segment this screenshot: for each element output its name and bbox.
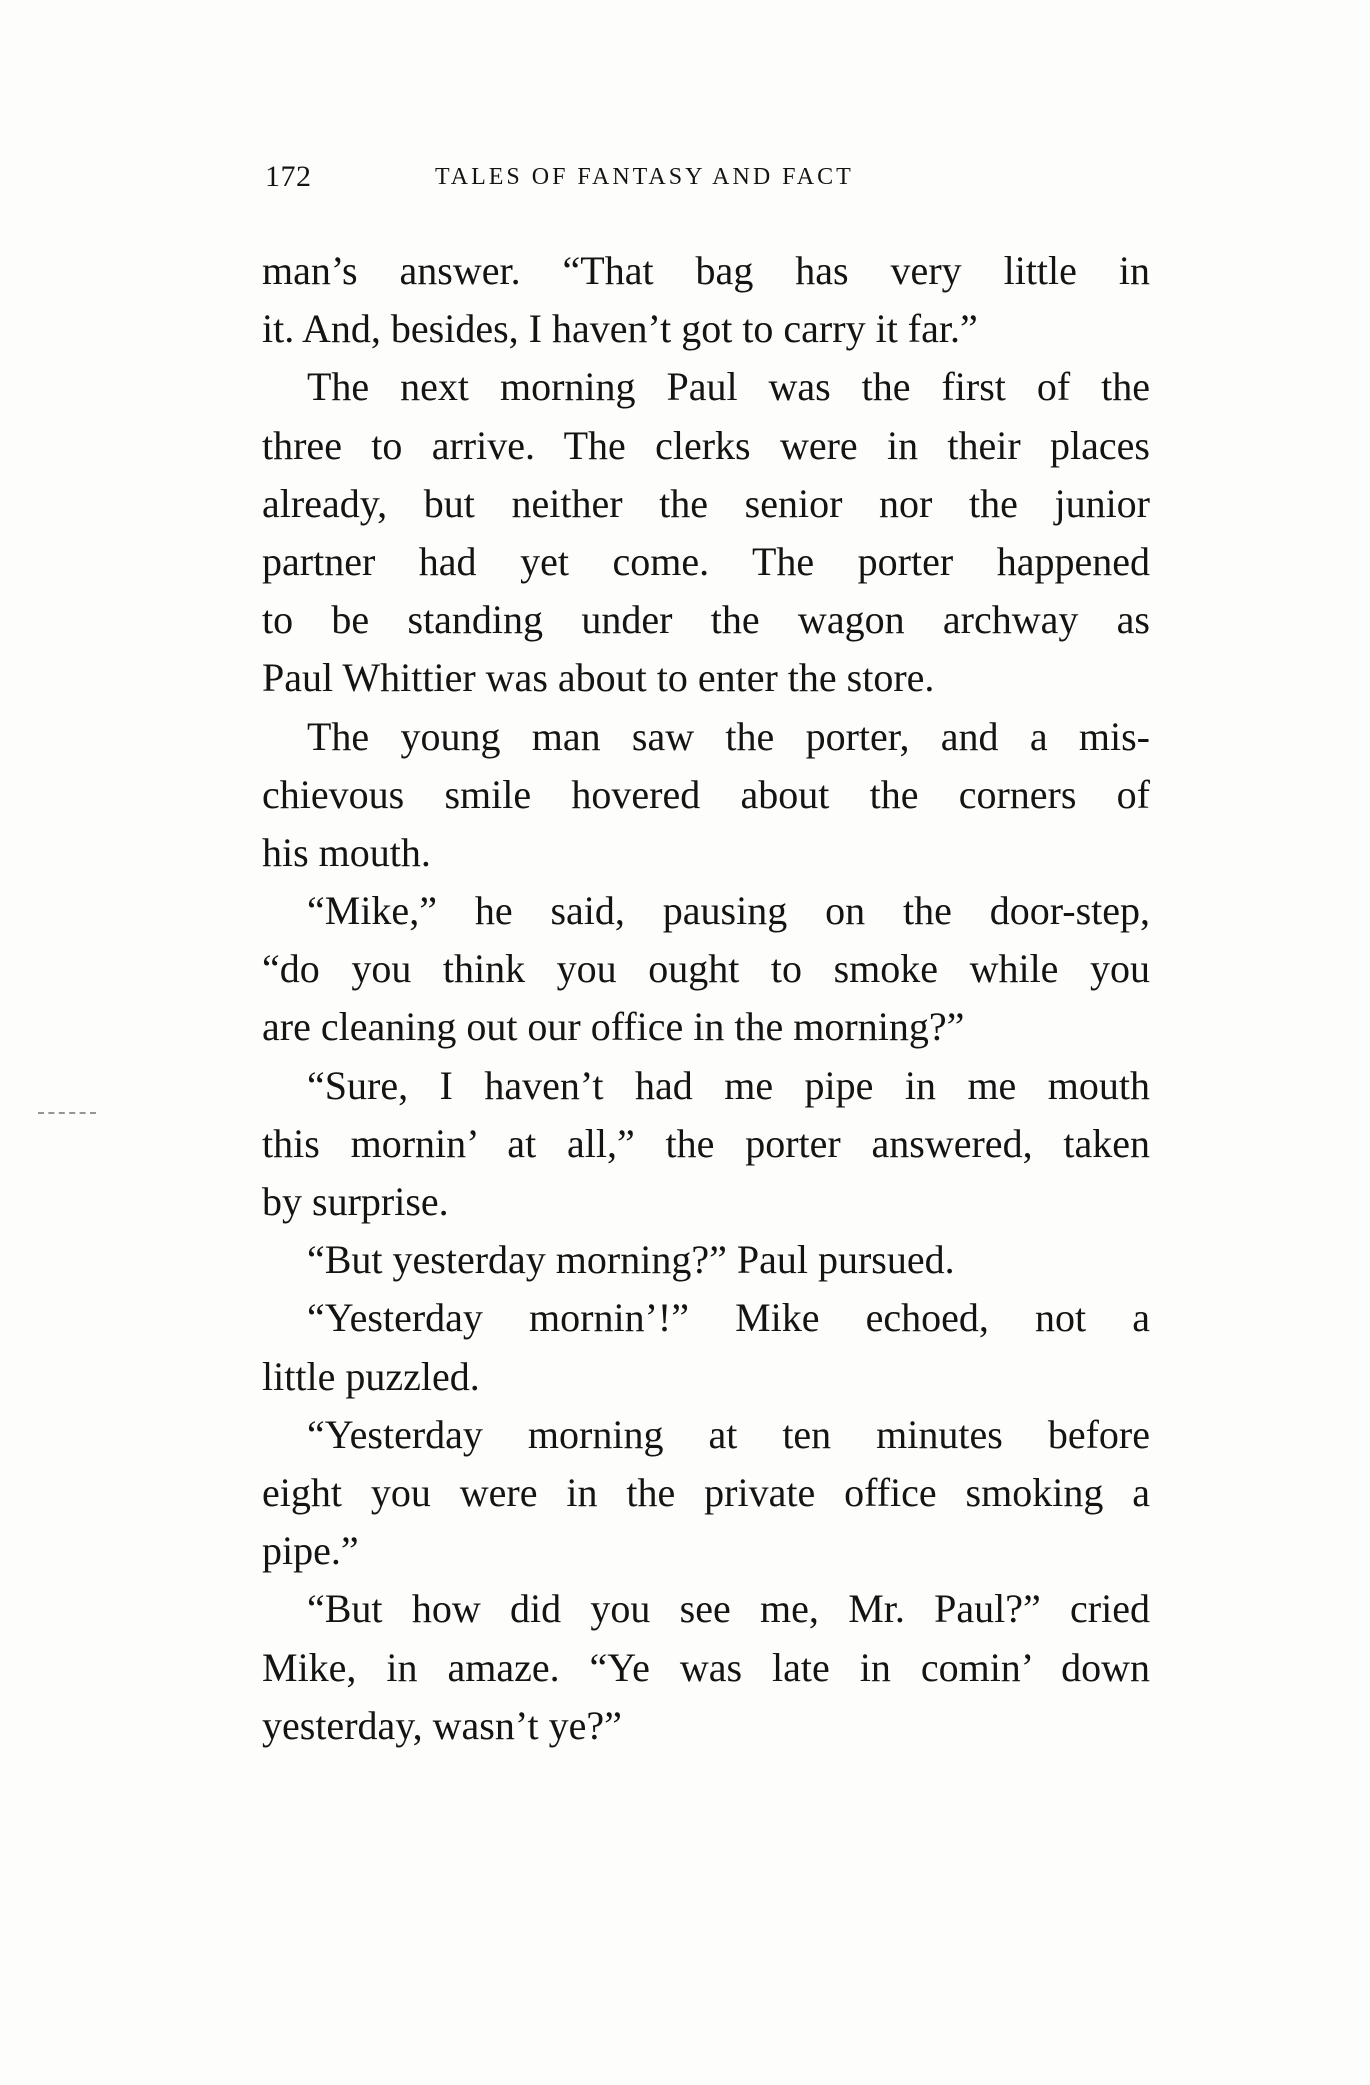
text-line: eight you were in the private office smoking a (262, 1469, 1150, 1515)
text-line: man’s answer. “That bag has very little in (262, 248, 1150, 293)
text-line: his mouth. (262, 829, 431, 875)
text-line: it. And, besides, I haven’t got to carry it far.” (262, 306, 978, 352)
text-line: partner had yet come. The porter happened (262, 538, 1150, 584)
page-number: 172 (265, 160, 312, 193)
text-line: little puzzled. (262, 1353, 480, 1399)
text-line: this mornin’ at all,” the porter answered, taken (262, 1120, 1150, 1166)
text-line: already, but neither the senior nor the junior (262, 480, 1150, 526)
body-text (262, 242, 1150, 1755)
text-line: “Yesterday morning at ten minutes before (307, 1411, 1150, 1457)
text-line: Mike, in amaze. “Ye was late in comin’ down (262, 1644, 1150, 1690)
text-line: are cleaning out our office in the morning?” (262, 1004, 965, 1050)
text-line: Paul Whittier was about to enter the store. (262, 655, 935, 701)
text-line: “Sure, I haven’t had me pipe in me mouth (307, 1062, 1150, 1108)
text-line: The next morning Paul was the first of the (307, 364, 1150, 410)
text-line: three to arrive. The clerks were in their places (262, 422, 1150, 468)
text-line: to be standing under the wagon archway as (262, 597, 1150, 643)
text-line: “Mike,” he said, pausing on the door-step, (307, 888, 1150, 934)
text-line: “But how did you see me, Mr. Paul?” cried (307, 1586, 1150, 1632)
text-line: by surprise. (262, 1179, 449, 1224)
text-line: yesterday, wasn’t ye?” (262, 1702, 622, 1748)
page-header (265, 160, 1150, 200)
text-line: pipe.” (262, 1528, 359, 1574)
running-title: TALES OF FANTASY AND FACT (435, 164, 854, 190)
text-line: “But yesterday morning?” Paul pursued. (307, 1237, 955, 1283)
text-line: chievous smile hovered about the corners of (262, 771, 1150, 817)
text-line: “do you think you ought to smoke while you (262, 946, 1150, 992)
text-line: The young man saw the porter, and a mis- (307, 713, 1150, 759)
text-line: “Yesterday mornin’!” Mike echoed, not a (307, 1295, 1150, 1341)
margin-smudge (38, 1112, 96, 1118)
